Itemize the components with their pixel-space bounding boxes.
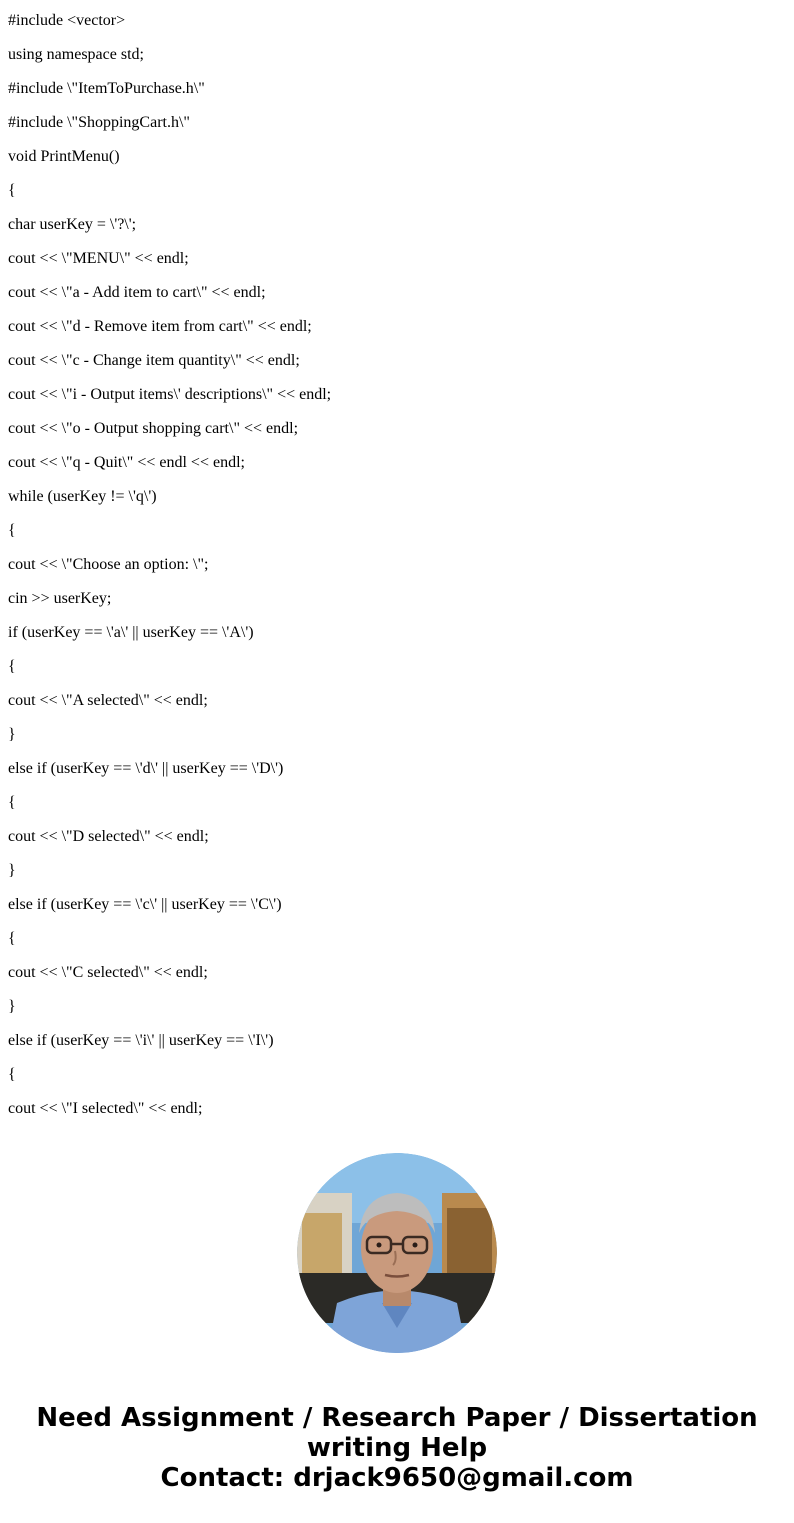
code-line: cout << \"Choose an option: \";	[8, 556, 209, 573]
code-line: cout << \"C selected\" << endl;	[8, 964, 208, 981]
code-line: char userKey = \'?\';	[8, 216, 137, 233]
code-line: {	[8, 794, 16, 811]
code-line: cout << \"c - Change item quantity\" << endl;	[8, 352, 300, 369]
code-line: cout << \"I selected\" << endl;	[8, 1100, 203, 1117]
code-line: cout << \"i - Output items\' descriptions\" << endl;	[8, 386, 332, 403]
portrait-photo	[297, 1153, 497, 1353]
code-line: {	[8, 658, 16, 675]
code-line: void PrintMenu()	[8, 148, 120, 165]
code-line: }	[8, 998, 16, 1015]
footer-line-2: writing Help	[306, 1433, 488, 1463]
code-line: cout << \"d - Remove item from cart\" << endl;	[8, 318, 312, 335]
footer-contact: Contact: drjack9650@gmail.com	[160, 1463, 634, 1493]
code-line: using namespace std;	[8, 46, 144, 63]
code-line: else if (userKey == \'c\' || userKey == \'C\')	[8, 896, 282, 913]
code-line: }	[8, 862, 16, 879]
footer-line-1: Need Assignment / Research Paper / Dissertation	[36, 1403, 758, 1433]
code-line: cout << \"a - Add item to cart\" << endl;	[8, 284, 266, 301]
code-line: {	[8, 930, 16, 947]
code-line: {	[8, 522, 16, 539]
code-line: cout << \"MENU\" << endl;	[8, 250, 189, 267]
code-line: else if (userKey == \'i\' || userKey == \'I\')	[8, 1032, 274, 1049]
contact-banner	[0, 1403, 794, 1493]
code-line: #include <vector>	[8, 12, 126, 29]
code-line: {	[8, 1066, 16, 1083]
code-line: if (userKey == \'a\' || userKey == \'A\')	[8, 624, 254, 641]
code-line: #include \"ShoppingCart.h\"	[8, 114, 190, 131]
code-line: cin >> userKey;	[8, 590, 112, 607]
code-line: cout << \"D selected\" << endl;	[8, 828, 209, 845]
code-line: #include \"ItemToPurchase.h\"	[8, 80, 205, 97]
code-line: cout << \"A selected\" << endl;	[8, 692, 208, 709]
code-line: else if (userKey == \'d\' || userKey == \'D\')	[8, 760, 284, 777]
code-listing	[8, 12, 788, 1134]
code-line: while (userKey != \'q\')	[8, 488, 157, 505]
code-line: cout << \"o - Output shopping cart\" << endl;	[8, 420, 299, 437]
author-avatar	[297, 1153, 497, 1353]
code-line: }	[8, 726, 16, 743]
code-line: {	[8, 182, 16, 199]
code-line: cout << \"q - Quit\" << endl << endl;	[8, 454, 245, 471]
